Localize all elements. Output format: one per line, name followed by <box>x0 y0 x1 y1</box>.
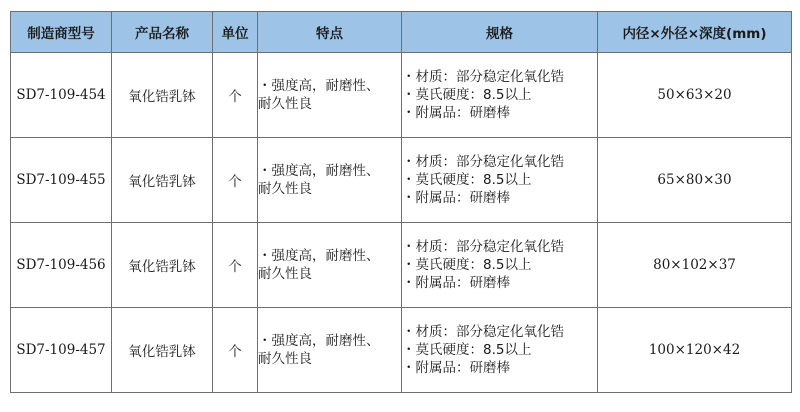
header-unit: 单位 <box>213 12 258 53</box>
table-row <box>11 223 792 308</box>
header-product-name: 产品名称 <box>112 12 213 53</box>
unit-cell: 个 <box>213 308 258 393</box>
spec-line: ・附属品：研磨棒 <box>402 360 510 376</box>
spec-line: ・莫氏硬度：8.5以上 <box>402 172 532 188</box>
features-cell <box>258 138 402 223</box>
feature-line: 耐久性良 <box>258 181 312 197</box>
feature-line: 耐久性良 <box>258 266 312 282</box>
header-model: 制造商型号 <box>11 12 112 53</box>
model-cell: SD7-109-457 <box>11 308 112 393</box>
features-cell <box>258 308 402 393</box>
features-cell <box>258 53 402 138</box>
feature-line: ・强度高，耐磨性、 <box>258 163 380 179</box>
header-features: 特点 <box>258 12 402 53</box>
table-row <box>11 308 792 393</box>
feature-line: ・强度高，耐磨性、 <box>258 248 380 264</box>
header-specs: 规格 <box>402 12 598 53</box>
dimensions-cell: 50×63×20 <box>598 53 792 138</box>
feature-line: 耐久性良 <box>258 351 312 367</box>
product-name-cell: 氧化锆乳钵 <box>112 138 213 223</box>
table-row <box>11 138 792 223</box>
spec-line: ・材质：部分稳定化氧化锆 <box>402 324 564 340</box>
model-cell: SD7-109-454 <box>11 53 112 138</box>
spec-line: ・莫氏硬度：8.5以上 <box>402 87 532 103</box>
features-cell <box>258 223 402 308</box>
header-dimensions: 内径×外径×深度(mm) <box>598 12 792 53</box>
unit-cell: 个 <box>213 53 258 138</box>
product-name-cell: 氧化锆乳钵 <box>112 308 213 393</box>
spec-line: ・附属品：研磨棒 <box>402 275 510 291</box>
dimensions-cell: 65×80×30 <box>598 138 792 223</box>
model-cell: SD7-109-456 <box>11 223 112 308</box>
spec-line: ・莫氏硬度：8.5以上 <box>402 342 532 358</box>
specs-cell <box>402 308 598 393</box>
spec-line: ・材质：部分稳定化氧化锆 <box>402 154 564 170</box>
specs-cell <box>402 223 598 308</box>
product-name-cell: 氧化锆乳钵 <box>112 223 213 308</box>
feature-line: ・强度高，耐磨性、 <box>258 333 380 349</box>
unit-cell: 个 <box>213 223 258 308</box>
spec-line: ・材质：部分稳定化氧化锆 <box>402 69 564 85</box>
table-row <box>11 53 792 138</box>
spec-line: ・附属品：研磨棒 <box>402 190 510 206</box>
unit-cell: 个 <box>213 138 258 223</box>
specs-cell <box>402 53 598 138</box>
specs-cell <box>402 138 598 223</box>
dimensions-cell: 80×102×37 <box>598 223 792 308</box>
header-row <box>11 12 792 53</box>
feature-line: ・强度高，耐磨性、 <box>258 78 380 94</box>
spec-line: ・附属品：研磨棒 <box>402 105 510 121</box>
spec-line: ・材质：部分稳定化氧化锆 <box>402 239 564 255</box>
dimensions-cell: 100×120×42 <box>598 308 792 393</box>
product-name-cell: 氧化锆乳钵 <box>112 53 213 138</box>
spec-line: ・莫氏硬度：8.5以上 <box>402 257 532 273</box>
product-spec-table <box>10 11 792 393</box>
feature-line: 耐久性良 <box>258 96 312 112</box>
model-cell: SD7-109-455 <box>11 138 112 223</box>
